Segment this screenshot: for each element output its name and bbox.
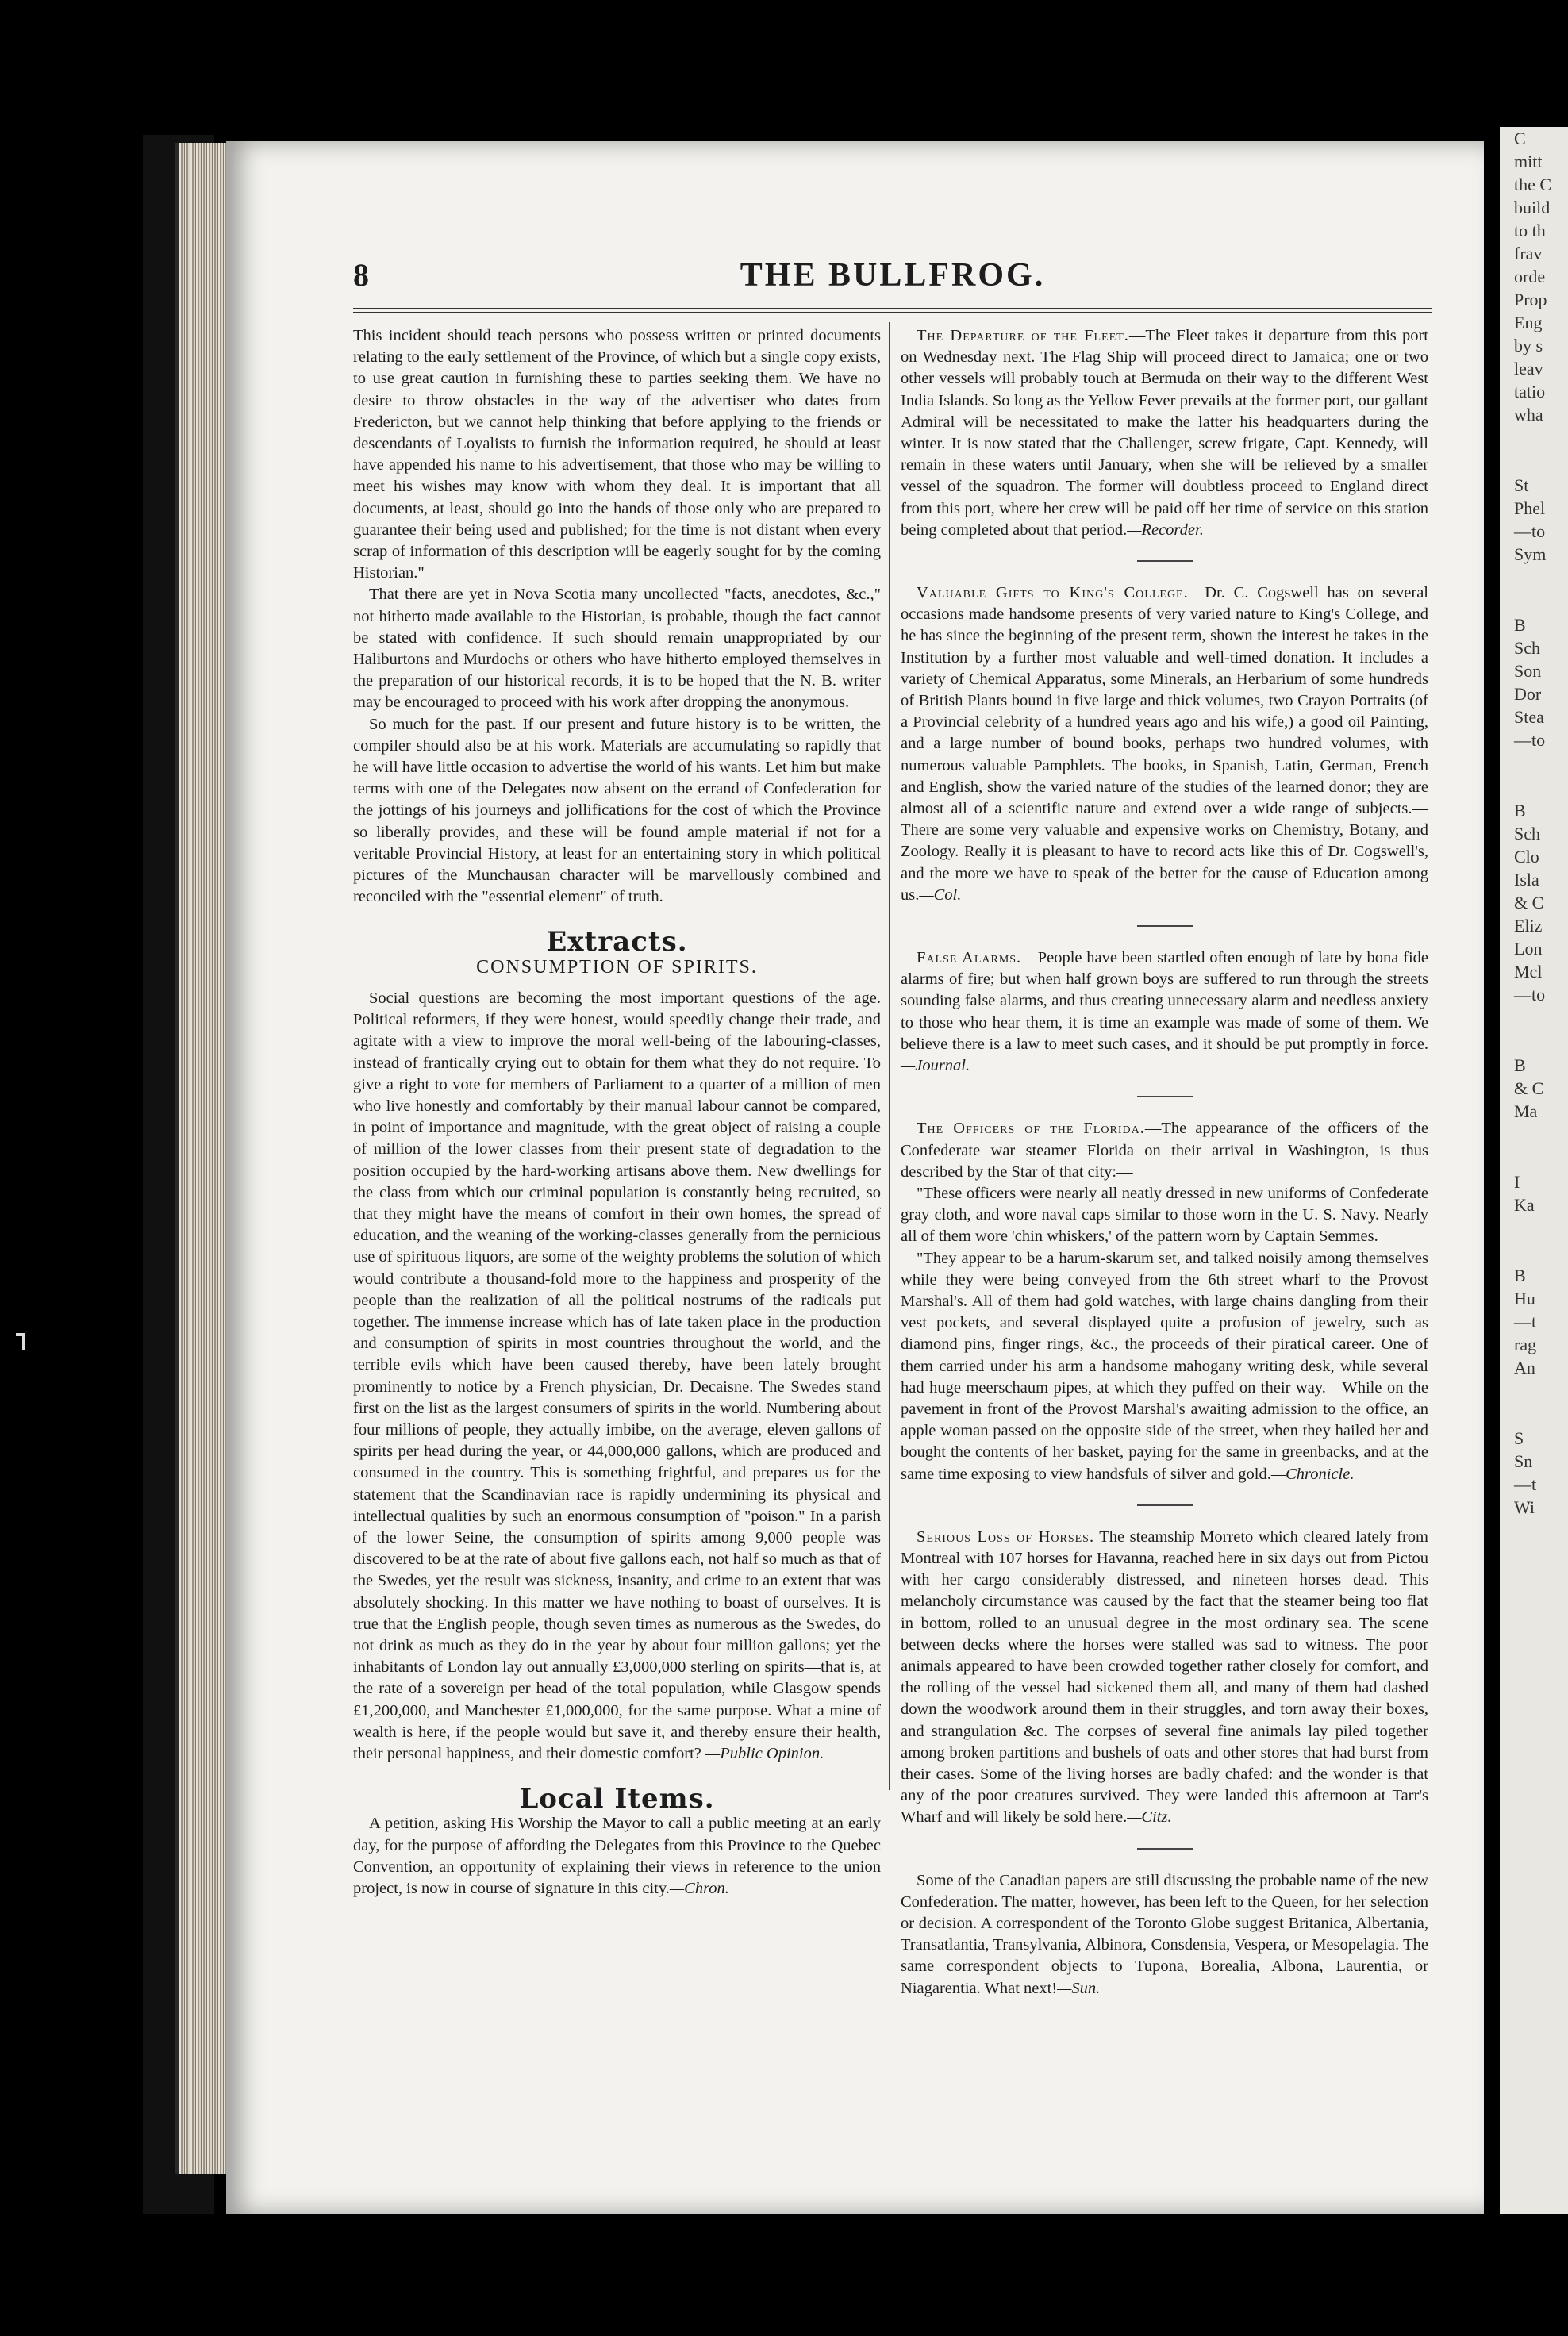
article-alarms xyxy=(901,947,1428,1077)
fragment-text: B xyxy=(1514,801,1526,820)
paragraph: That there are yet in Nova Scotia many uncollected "facts, anecdotes, &c.," not hitherto made available to the Historian, is probable, though the fact cannot be stated with confidence. If such should remain unappropriated by our Haliburtons and Murdochs or others who have hitherto employed themselves in the preparation of our historical records, it is to be hoped that the N. B. writer may be encouraged to proceed with his work after dropping the anonymous. xyxy=(353,586,881,712)
fragment-text: Hu xyxy=(1514,1289,1535,1308)
article-separator xyxy=(1137,1848,1193,1850)
article-fleet xyxy=(901,325,1428,541)
article-source: —Col. xyxy=(919,886,962,904)
article-body: Social questions are becoming the most important questions of the age. Political reformers, if they were honest, would speedily change their trade, and agitate with a view to improve the moral well-being of the labouring-classes, instead of frantically crying out to obtain for them what they do not require. To give a right to vote for members of Parliament to a quarter of a million of men who live honestly and comfortably by their manual labour cannot be compared, in point of importance and magnitude, with the great object of raising a couple of million of the lower classes from their present state of degradation to the position occupied by the hard-working artisans above them. New dwellings for the class from which our criminal population is constantly being recruited, so that they might have the means of comfort in their own homes, the spread of education, and the weaning of the working-classes generally from the pernicious use of spirituous liquors, are some of the weighty problems the solution of which would contribute a thousand-fold more to the happiness and prosperity of the people than the realization of all the political nostrums of the radicals put together. The immense increase which has of late taken place in the production and consumption of spirits in most countries throughout the world, and the terrible evils which have been caused thereby, have been lately brought prominently to notice by a French physician, Dr. Decaisne. The Swedes stand first on the list as the largest consumers of spirits in the world. Numbering about four millions of people, they actually imbibe, on the average, eleven gallons of spirits per head during the year, or 44,000,000 gallons, which are produced and consumed in the country. This is something frightful, and prepares us for the statement that the Scandinavian race is rapidly undermining its physical and intellectual qualities by such an enormous consumption of "poison." In a parish of the lower Seine, the consumption of spirits among 9,000 people was discovered to be at the rate of about five gallons each, not half so much as that of the Swedes, yet the result was sickness, insanity, and crime to an extent that was absolutely shocking. In this matter we have nothing to boast of ourselves. It is true that the English people, though seven times as numerous as the Swedes, do not drink as much as they do in the year by about four million gallons; yet the inhabitants of London lay out annually £3,000,000 sterling on spirits—that is, at the rate of a sovereign per head of the total population, while Glasgow spends £1,200,000, and Manchester £1,000,000, for the same purpose. What a mine of wealth is here, if the people would but save it, and thereby ensure their health, their personal happiness, and their domestic comfort? xyxy=(353,989,882,1762)
fragment-text: & C xyxy=(1514,1078,1544,1098)
fragment-text: Mcl xyxy=(1514,962,1543,982)
fragment-text: Son xyxy=(1514,661,1542,681)
fragment-text: & C xyxy=(1514,893,1544,912)
fragment-text: Ma xyxy=(1514,1101,1538,1121)
fragment-text: leav xyxy=(1514,359,1543,378)
fragment-text: build xyxy=(1514,198,1551,217)
article-caption: Serious Loss of Horses. xyxy=(917,1527,1095,1546)
column-separator xyxy=(889,322,890,1790)
article-separator xyxy=(1137,925,1193,927)
article-body: —People have been startled often enough of late by bona fide alarms of fire; but when half grown boys are suffered to run through the streets sounding false alarms, and thus creating unnecessary alarm and needless anxiety to those who hear them, it is time an example was made of some of them. We believe there is a law to meet such cases, and it should be put promptly in force. xyxy=(901,949,1429,1053)
article-florida xyxy=(901,1118,1428,1183)
newspaper-page xyxy=(226,141,1484,2214)
paragraph: "These officers were nearly all neatly dressed in new uniforms of Confederate gray cloth, and wore naval caps similar to those worn in the U. S. Navy. Nearly all of them wore 'chin whiskers,' of the pattern worn by Captain Semmes. xyxy=(901,1184,1428,1246)
fragment-text: —t xyxy=(1514,1312,1537,1331)
article-body: The steamship Morreto which cleared lately from Montreal with 107 horses for Havanna, reached here in six days out from Pictou with her cargo considerably distressed, and nineteen horses dead. This melancholy circumstance was caused by the fact that the steamer being too flat in bottom, rolled to an unusual degree in the most ordinary sea. The scene between decks where the horses were stalled was sad to witness. The poor animals appeared to have been crowded together rather closely for comfort, and the rolling of the vessel had sickened them all, and many of them had dashed down the woodwork around them in their struggles, and torn away their boxes, and strangulation &c. The corpses of several fine animals lay piled together among broken partitions and bushels of oats and other stores that had burst from their cases. Some of the living horses are badly chafed: and the wonder is that any of the poor creatures survived. They were landed this afternoon at Tarr's Wharf and will likely be sold here. xyxy=(901,1527,1428,1827)
fragment-text: rag xyxy=(1514,1335,1537,1354)
paragraph: So much for the past. If our present and future history is to be written, the compiler should also be at his work. Materials are accumulating so rapidly that he will have little occasion to advertise the world of his wants. Let him but make terms with one of the Delegates now absent on the errand of Confederation for the jottings of his journeys and jollifications for the cost of which the Province so liberally provides, and these will be found ample material if not for a veritable Provincial History, at least for an entertaining story in which political pictures of the Munchausan character will be marvellously combined and reconciled with the "essential element" of truth. xyxy=(353,715,881,906)
article-horses xyxy=(901,1527,1428,1829)
left-column xyxy=(353,325,881,1900)
article-body: —Dr. C. Cogswell has on several occasions made handsome presents of very varied nature to King's College, and he has since the beginning of the present term, shown the interest he takes in the Institution by a further most valuable and well-timed donation. It includes a variety of Chemical Apparatus, some Minerals, an Herbarium of some hundreds of British Plants bound in five large and thick volumes, two Crayon Portraits (of a Provincial celebrity of a hundred years ago and his wife,) a good oil Painting, and a large number of bound books, perhaps two hundred volumes, with numerous valuable Pamphlets. The books, in Spanish, Latin, German, French and English, show the varied nature of the studies of the learned donor; they are almost all of a scientific nature and extend over a wide range of subjects.—There are some very valuable and expensive works on Chemistry, Botany, and Zoology. Really it is pleasant to have to record acts like this of Dr. Cogswell's, and the more we have to speak of the better for the cause of Education among us. xyxy=(901,584,1428,904)
fragment-text: B xyxy=(1514,615,1526,635)
fragment-text: the C xyxy=(1514,175,1552,194)
fragment-text: —to xyxy=(1514,521,1546,541)
article-source: —Public Opinion. xyxy=(705,1745,824,1762)
fragment-text xyxy=(1500,1379,1568,1427)
fragment-text: S xyxy=(1514,1428,1524,1448)
scan-mark xyxy=(22,1333,25,1350)
fragment-text: I xyxy=(1514,1172,1520,1192)
local-items-heading: Local Items. xyxy=(519,1783,715,1815)
article-source: —Recorder. xyxy=(1127,521,1204,539)
fragment-text: Wi xyxy=(1514,1497,1535,1517)
fragment-text: tatio xyxy=(1514,382,1546,402)
fragment-text: Eng xyxy=(1514,313,1543,332)
article-body: —The Fleet takes it departure from this port on Wednesday next. The Flag Ship will proceed direct to Jamaica; one or two other vessels will probably touch at Bermuda on their way to the different West India Islands. So long as the Yellow Fever prevails at the former port, our gallant Admiral will be necessitated to make the latter his headquarters during the winter. It is now stated that the Challenger, screw frigate, Capt. Kennedy, will remain in these waters until January, when she will be relieved by a smaller vessel of the squadron. The former will doubtless proceed to England direct from this port, where her crew will be paid off her time of service on this station being completed about that period. xyxy=(901,327,1428,539)
article-caption: The Officers of the Florida. xyxy=(917,1120,1145,1138)
article-caption: False Alarms. xyxy=(917,949,1022,967)
article-body: —The appearance of the officers of the Confederate war steamer Florida on their arrival in Washington, is thus described by the Star of that city:— xyxy=(901,1120,1428,1181)
fragment-text: —t xyxy=(1514,1474,1537,1494)
fragment-text: Stea xyxy=(1514,707,1544,727)
fragment-text: Sch xyxy=(1514,638,1540,658)
article-names xyxy=(901,1870,1428,2000)
right-column xyxy=(901,325,1428,2000)
paragraph: This incident should teach persons who possess written or printed documents relating to the early settlement of the Province, of which but a single copy exists, to use great caution in furnishing these to parties seeking them. We have no desire to throw obstacles in the way of the advertiser who dates from Fredericton, but we cannot help thinking that before applying to the friends or descendants of Loyalists to furnish the information required, he should at least have appended his name to his advertisement, that those who may be willing to meet his wishes may know with whom they deal. It is important that all documents, at least, should go into the hands of those only who are prepared to guarantee their being used and published; for the time is not distant when every scrap of information of this description will be eagerly sought for by the coming Historian." xyxy=(353,327,881,582)
fragment-text xyxy=(1500,426,1568,474)
article-source: —Journal. xyxy=(901,1057,970,1075)
fragment-text: C xyxy=(1514,129,1526,148)
masthead xyxy=(353,256,1432,304)
fragment-text: Sn xyxy=(1514,1451,1533,1471)
fragment-text: St xyxy=(1514,475,1529,495)
fragment-text: frav xyxy=(1514,244,1543,263)
article-separator xyxy=(1137,1096,1193,1097)
fragment-text xyxy=(1500,751,1568,799)
paragraph xyxy=(901,1248,1428,1485)
fragment-text: Phel xyxy=(1514,498,1546,518)
newspaper-title: THE BULLFROG. xyxy=(740,257,1046,294)
fragment-text xyxy=(1500,566,1568,613)
fragment-text: wha xyxy=(1514,405,1543,425)
fragment-text: by s xyxy=(1514,336,1543,355)
fragment-text: Isla xyxy=(1514,870,1539,889)
fragment-text: Dor xyxy=(1514,684,1542,704)
fragment-text: Eliz xyxy=(1514,916,1543,936)
article-caption: Valuable Gifts to King's College. xyxy=(917,584,1189,602)
adjacent-page-fragment xyxy=(1500,127,1568,2214)
article-source: —Chron. xyxy=(669,1880,729,1898)
article-caption: The Departure of the Fleet. xyxy=(917,327,1129,344)
fragment-text xyxy=(1500,1216,1568,1264)
fragment-text: Sym xyxy=(1514,544,1547,564)
article-headline: CONSUMPTION OF SPIRITS. xyxy=(476,956,758,978)
masthead-rule-thin xyxy=(353,312,1432,313)
article-separator xyxy=(1137,1504,1193,1506)
fragment-text: —to xyxy=(1514,730,1546,750)
page-edges xyxy=(175,143,227,2174)
fragment-text: Clo xyxy=(1514,847,1539,866)
fragment-text: B xyxy=(1514,1055,1526,1075)
fragment-text: Prop xyxy=(1514,290,1547,309)
fragment-text xyxy=(1500,1006,1568,1054)
fragment-text: mitt xyxy=(1514,152,1543,171)
article-gifts xyxy=(901,582,1428,906)
fragment-text: Ka xyxy=(1514,1195,1535,1215)
fragment-text: Sch xyxy=(1514,824,1540,843)
masthead-rule xyxy=(353,308,1432,309)
article-body: A petition, asking His Worship the Mayor to call a public meeting at an early day, for the purpose of affording the Delegates from this Province to the Quebec Convention, an opportunity of explaining their views in reference to the union project, is now in course of signature in this city. xyxy=(353,1815,881,1898)
article-source: —Sun. xyxy=(1057,1979,1101,1997)
fragment-text: —to xyxy=(1514,985,1546,1005)
fragment-text: An xyxy=(1514,1358,1535,1377)
fragment-text xyxy=(1500,1123,1568,1170)
fragment-text: orde xyxy=(1514,267,1546,286)
page-number: 8 xyxy=(353,257,369,293)
article-body: Some of the Canadian papers are still discussing the probable name of the new Confederation. The matter, however, has been left to the Queen, for her selection or decision. A correspondent of the Toronto Globe suggest Britanica, Albertania, Transatlantia, Transylvania, Albinora, Consdensia, Vespera, or Mesopelagia. The same correspondent objects to Tupona, Borealia, Albona, Laurentia, or Niagarentia. What next! xyxy=(901,1871,1428,1997)
article-source: —Citz. xyxy=(1127,1808,1172,1827)
fragment-text: B xyxy=(1514,1266,1526,1285)
fragment-text: Lon xyxy=(1514,939,1543,959)
paragraph xyxy=(353,988,881,1765)
fragment-text: to th xyxy=(1514,221,1546,240)
article-body: "They appear to be a harum-skarum set, and talked noisily among themselves while they were being conveyed from the 6th street wharf to the Provost Marshal's. All of them had gold watches, with large chains dangling from their vest pockets, and several displayed quite a profusion of jewelry, such as diamond pins, finger rings, &c., the proceeds of their piratical career. One of them carried under his arm a handsome mahogany writing desk, while several had huge meerschaum pipes, at which they puffed on their way.—While on the pavement in front of the Provost Marshal's awaiting admission to the office, an apple woman passed on the opposite side of the street, when they hailed her and bought the contents of her basket, paying for the same in greenbacks, and at the same time exposing to view handsfuls of silver and gold. xyxy=(901,1249,1428,1483)
article-source: —Chronicle. xyxy=(1270,1465,1355,1483)
extracts-heading: Extracts. xyxy=(546,926,688,959)
article-separator xyxy=(1137,560,1193,562)
paragraph xyxy=(353,1813,881,1900)
